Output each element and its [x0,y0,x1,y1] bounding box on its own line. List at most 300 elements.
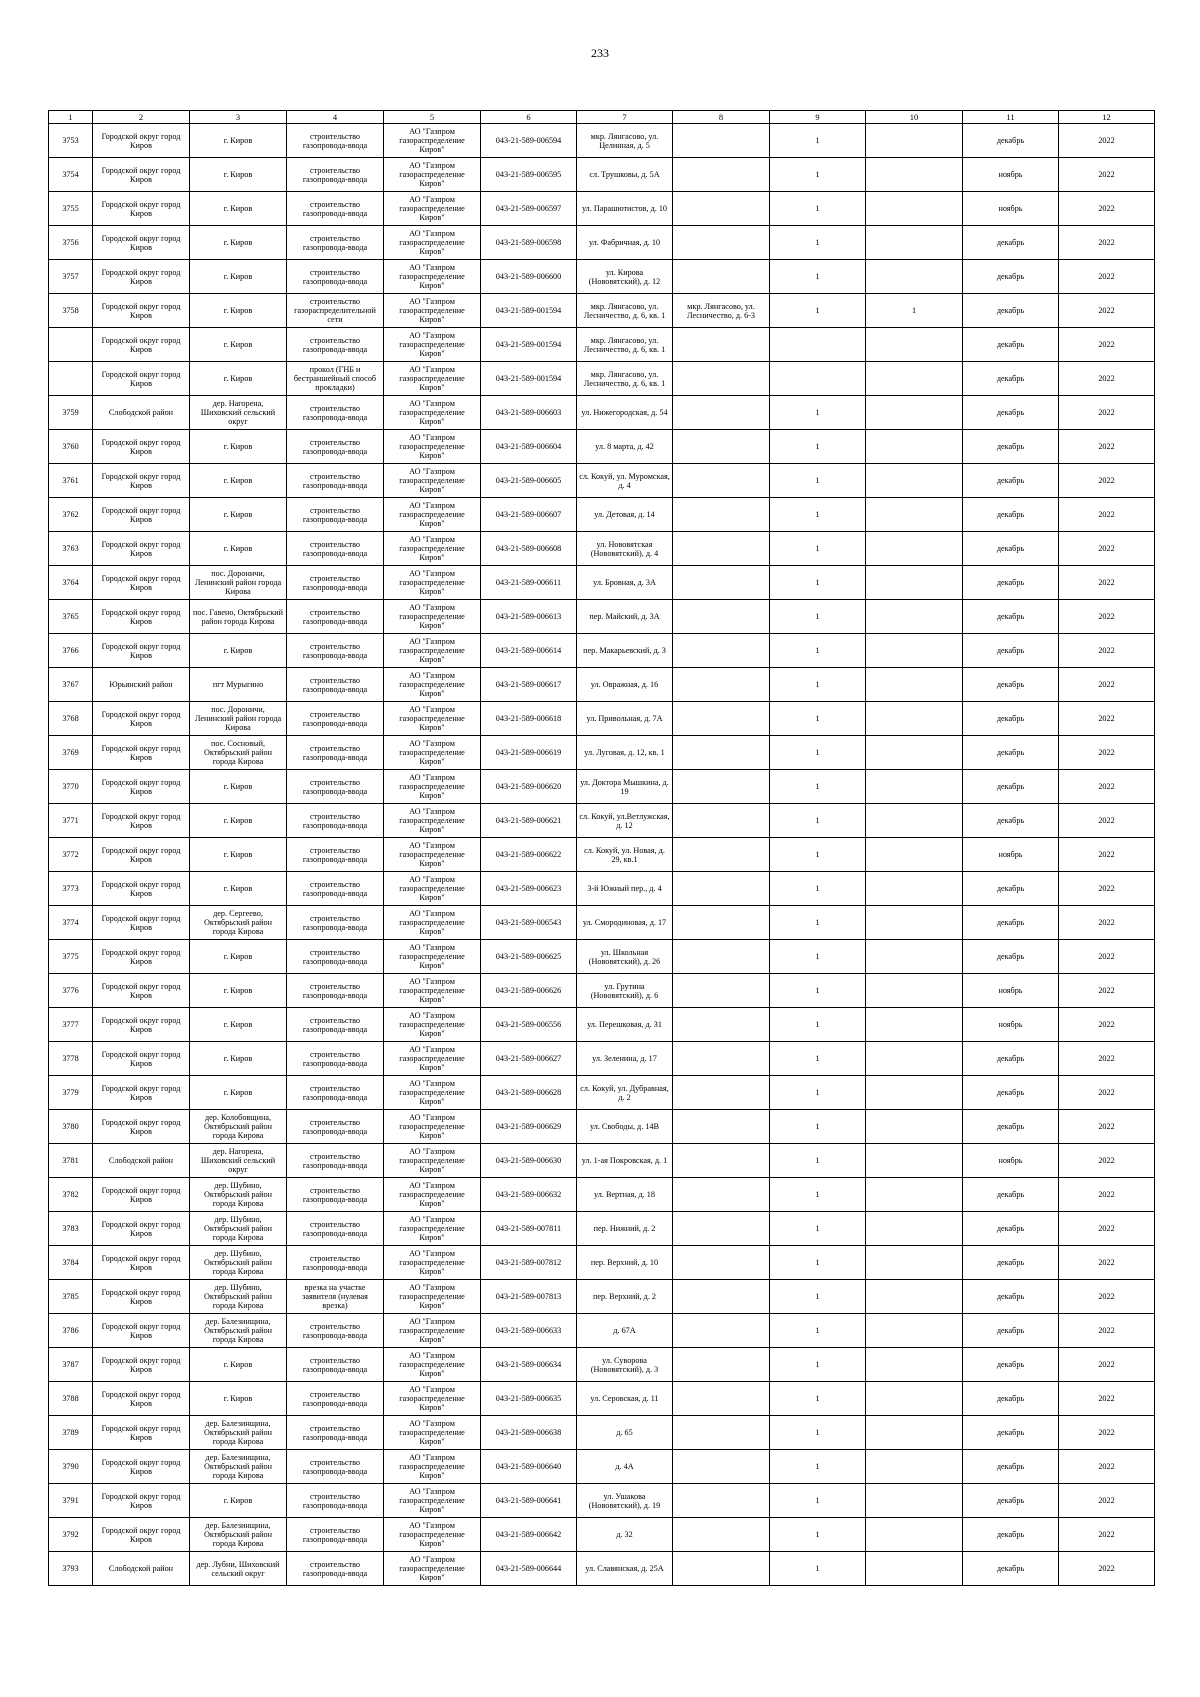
column-header: 8 [673,111,770,124]
table-cell: 3784 [49,1246,93,1280]
table-cell: мкр. Лянгасово, ул. Лесничество, д. 6-3 [673,294,770,328]
table-cell [866,634,963,668]
table-cell: ул. Вертная, д. 18 [577,1178,673,1212]
table-row [49,260,1155,294]
table-cell [770,362,866,396]
table-cell: 043-21-589-006627 [481,1042,577,1076]
table-body [49,124,1155,1586]
table-cell: дер. Балезинщина, Октябрьский район города Кирова [190,1314,287,1348]
table-cell: 2022 [1059,396,1155,430]
table-cell: 043-21-589-006642 [481,1518,577,1552]
table-cell: 043-21-589-006626 [481,974,577,1008]
table-cell [866,328,963,362]
table-cell: строительство газопровода-ввода [287,1348,384,1382]
table-cell: 043-21-589-006617 [481,668,577,702]
table-cell: сл. Кокуй, ул. Дубравная, д. 2 [577,1076,673,1110]
table-cell: Городской округ город Киров [93,1280,190,1314]
table-cell: 043-21-589-006644 [481,1552,577,1586]
table-cell [866,532,963,566]
table-cell: строительство газопровода-ввода [287,872,384,906]
table-cell: строительство газопровода-ввода [287,1042,384,1076]
table-cell: декабрь [963,124,1059,158]
table-cell [673,906,770,940]
table-cell: 043-21-589-006635 [481,1382,577,1416]
table-cell: декабрь [963,1518,1059,1552]
column-header: 9 [770,111,866,124]
table-cell [866,1450,963,1484]
table-cell: 043-21-589-006607 [481,498,577,532]
table-row [49,1450,1155,1484]
table-cell: АО "Газпром газораспределение Киров" [384,1144,481,1178]
table-cell: АО "Газпром газораспределение Киров" [384,260,481,294]
table-cell: 043-21-589-006605 [481,464,577,498]
table-cell: 2022 [1059,1144,1155,1178]
table-cell: строительство газопровода-ввода [287,634,384,668]
column-header: 5 [384,111,481,124]
table-cell [673,1518,770,1552]
table-cell: декабрь [963,1246,1059,1280]
table-cell: 1 [770,1416,866,1450]
table-cell: декабрь [963,600,1059,634]
table-cell: строительство газопровода-ввода [287,1484,384,1518]
table-cell [866,1212,963,1246]
table-cell: Городской округ город Киров [93,226,190,260]
table-cell: Городской округ город Киров [93,1178,190,1212]
table-cell [673,1076,770,1110]
table-cell: 1 [770,566,866,600]
table-cell [673,1144,770,1178]
table-cell: строительство газопровода-ввода [287,838,384,872]
table-cell [673,260,770,294]
table-cell: Городской округ город Киров [93,804,190,838]
table-cell: 2022 [1059,600,1155,634]
table-cell: 1 [770,1348,866,1382]
table-cell: мкр. Лянгасово, ул. Лесничество, д. 6, кв. 1 [577,362,673,396]
table-cell: ул. Овражная, д. 16 [577,668,673,702]
table-cell: Городской округ город Киров [93,328,190,362]
table-cell: г. Киров [190,1042,287,1076]
table-cell: 2022 [1059,702,1155,736]
table-cell: декабрь [963,464,1059,498]
table-cell: 043-21-589-006628 [481,1076,577,1110]
table-cell [866,1314,963,1348]
table-cell: 2022 [1059,940,1155,974]
table-cell [673,838,770,872]
table-cell: 043-21-589-006620 [481,770,577,804]
table-cell: 1 [770,634,866,668]
table-cell: АО "Газпром газораспределение Киров" [384,736,481,770]
table-cell: пос. Сосновый, Октябрьский район города Кирова [190,736,287,770]
table-cell: 1 [770,1246,866,1280]
table-cell: декабрь [963,1416,1059,1450]
table-cell: д. 4А [577,1450,673,1484]
table-cell: Городской округ город Киров [93,1110,190,1144]
table-cell [673,1382,770,1416]
table-cell: 043-21-589-006598 [481,226,577,260]
table-cell: ул. Суворова (Нововятский), д. 3 [577,1348,673,1382]
table-cell [866,124,963,158]
table-cell: г. Киров [190,634,287,668]
table-cell: декабрь [963,566,1059,600]
table-cell: АО "Газпром газораспределение Киров" [384,600,481,634]
table-cell: строительство газопровода-ввода [287,464,384,498]
table-cell: Городской округ город Киров [93,1076,190,1110]
table-cell: строительство газопровода-ввода [287,974,384,1008]
table-cell: 043-21-589-006600 [481,260,577,294]
table-cell: Городской округ город Киров [93,1416,190,1450]
table-cell: АО "Газпром газораспределение Киров" [384,566,481,600]
table-row [49,158,1155,192]
table-cell: г. Киров [190,1076,287,1110]
table-cell: дер. Балезинщина, Октябрьский район города Кирова [190,1518,287,1552]
table-cell: Городской округ город Киров [93,1348,190,1382]
table-row [49,1552,1155,1586]
table-cell: строительство газопровода-ввода [287,1178,384,1212]
table-cell: пгт Мурыгино [190,668,287,702]
table-row [49,1212,1155,1246]
table-cell: 1 [770,1178,866,1212]
table-row [49,294,1155,328]
table-cell: 043-21-589-006608 [481,532,577,566]
table-cell: Городской округ город Киров [93,906,190,940]
table-cell [673,1450,770,1484]
table-cell: 2022 [1059,668,1155,702]
table-cell [673,668,770,702]
table-cell: 1 [770,464,866,498]
table-cell: 1 [770,838,866,872]
table-cell: 3789 [49,1416,93,1450]
table-cell: 2022 [1059,906,1155,940]
table-cell: АО "Газпром газораспределение Киров" [384,328,481,362]
table-cell: 1 [770,1382,866,1416]
table-cell: ул. Славянская, д. 25А [577,1552,673,1586]
table-cell: Городской округ город Киров [93,634,190,668]
table-cell: декабрь [963,906,1059,940]
table-cell: декабрь [963,702,1059,736]
table-cell: 2022 [1059,1042,1155,1076]
table-cell: строительство газопровода-ввода [287,1450,384,1484]
table-cell: г. Киров [190,974,287,1008]
table-cell: декабрь [963,1484,1059,1518]
table-cell: АО "Газпром газораспределение Киров" [384,396,481,430]
table-cell: 1 [770,498,866,532]
table-cell: ул. Свободы, д. 14В [577,1110,673,1144]
table-cell: строительство газопровода-ввода [287,498,384,532]
table-cell: г. Киров [190,294,287,328]
table-cell: 1 [770,974,866,1008]
table-cell: 043-21-589-006623 [481,872,577,906]
table-cell: г. Киров [190,940,287,974]
column-header: 7 [577,111,673,124]
table-cell: строительство газопровода-ввода [287,1076,384,1110]
table-cell: АО "Газпром газораспределение Киров" [384,1246,481,1280]
table-cell: 3774 [49,906,93,940]
table-cell: декабрь [963,396,1059,430]
table-cell: Городской округ город Киров [93,124,190,158]
table-cell [866,158,963,192]
table-row [49,1314,1155,1348]
table-cell: АО "Газпром газораспределение Киров" [384,124,481,158]
table-cell: д. 65 [577,1416,673,1450]
table-cell [673,226,770,260]
table-row [49,1518,1155,1552]
table-row [49,532,1155,566]
table-cell: АО "Газпром газораспределение Киров" [384,532,481,566]
table-cell: 043-21-589-006622 [481,838,577,872]
table-cell: г. Киров [190,464,287,498]
table-cell [866,702,963,736]
table-cell: г. Киров [190,804,287,838]
table-cell: 2022 [1059,1110,1155,1144]
table-cell: Городской округ город Киров [93,770,190,804]
table-cell [866,1382,963,1416]
table-cell: 1 [770,702,866,736]
table-cell: строительство газопровода-ввода [287,158,384,192]
table-cell: д. 32 [577,1518,673,1552]
table-cell: дер. Нагорена, Шиховский сельский округ [190,396,287,430]
table-cell: Городской округ город Киров [93,1008,190,1042]
table-cell: 1 [770,1144,866,1178]
table-cell: 1 [770,770,866,804]
table-cell: АО "Газпром газораспределение Киров" [384,464,481,498]
table-row [49,1110,1155,1144]
table-cell: АО "Газпром газораспределение Киров" [384,940,481,974]
table-cell: 2022 [1059,1280,1155,1314]
table-cell: ул. Бровная, д. 3А [577,566,673,600]
table-cell: 043-21-589-006595 [481,158,577,192]
table-cell: 3793 [49,1552,93,1586]
table-cell: строительство газопровода-ввода [287,804,384,838]
table-cell [673,158,770,192]
table-cell: АО "Газпром газораспределение Киров" [384,872,481,906]
table-cell: АО "Газпром газораспределение Киров" [384,1178,481,1212]
table-row [49,566,1155,600]
table-cell: АО "Газпром газораспределение Киров" [384,804,481,838]
table-cell: 1 [770,600,866,634]
table-cell: 3761 [49,464,93,498]
table-cell [866,1076,963,1110]
table-cell: строительство газопровода-ввода [287,906,384,940]
column-header: 12 [1059,111,1155,124]
table-cell: декабрь [963,226,1059,260]
table-cell: 2022 [1059,974,1155,1008]
table-cell: АО "Газпром газораспределение Киров" [384,1110,481,1144]
table-cell: 1 [770,736,866,770]
table-cell: пос. Дороничи, Ленинский район города Кирова [190,702,287,736]
table-cell: декабрь [963,1382,1059,1416]
table-cell: строительство газопровода-ввода [287,226,384,260]
table-cell: декабрь [963,804,1059,838]
table-row [49,838,1155,872]
table-cell: ноябрь [963,974,1059,1008]
table-cell: дер. Шубино, Октябрьский район города Кирова [190,1212,287,1246]
table-cell: пер. Верхний, д. 10 [577,1246,673,1280]
table-cell: 043-21-589-007811 [481,1212,577,1246]
table-cell [673,362,770,396]
table-cell: сл. Кокуй, ул.Ветлужская, д. 12 [577,804,673,838]
table-cell: ул. Ушакова (Нововятский), д. 19 [577,1484,673,1518]
table-cell: АО "Газпром газораспределение Киров" [384,1042,481,1076]
table-cell: строительство газопровода-ввода [287,736,384,770]
table-row [49,1280,1155,1314]
table-cell: 1 [770,532,866,566]
table-cell: г. Киров [190,430,287,464]
table-cell: г. Киров [190,192,287,226]
table-cell: 3763 [49,532,93,566]
table-cell: 3779 [49,1076,93,1110]
table-cell: АО "Газпром газораспределение Киров" [384,226,481,260]
table-cell: ул. Доктора Мышкина, д. 19 [577,770,673,804]
table-cell: АО "Газпром газораспределение Киров" [384,838,481,872]
table-cell: 3755 [49,192,93,226]
table-cell: г. Киров [190,1484,287,1518]
table-cell: АО "Газпром газораспределение Киров" [384,1008,481,1042]
table-cell [673,396,770,430]
table-cell: дер. Шубино, Октябрьский район города Кирова [190,1246,287,1280]
table-cell [866,600,963,634]
table-cell: ул. Привольная, д. 7А [577,702,673,736]
table-cell [866,430,963,464]
table-cell: 2022 [1059,1008,1155,1042]
table-cell: строительство газопровода-ввода [287,1552,384,1586]
table-cell: 043-21-589-006638 [481,1416,577,1450]
table-cell: АО "Газпром газораспределение Киров" [384,362,481,396]
table-cell [866,192,963,226]
table-cell: строительство газопровода-ввода [287,1144,384,1178]
table-cell: 043-21-589-007813 [481,1280,577,1314]
table-row [49,226,1155,260]
table-cell: пер. Верхний, д. 2 [577,1280,673,1314]
table-cell: 3766 [49,634,93,668]
table-cell: строительство газораспределительной сети [287,294,384,328]
table-cell: 043-21-589-006619 [481,736,577,770]
table-cell [866,906,963,940]
table-cell: строительство газопровода-ввода [287,124,384,158]
table-cell [866,1246,963,1280]
table-row [49,396,1155,430]
table-cell [866,1042,963,1076]
registry-table [48,110,1155,1586]
table-cell [673,600,770,634]
table-cell: Городской округ город Киров [93,1042,190,1076]
table-cell: дер. Колобовщина, Октябрьский район города Кирова [190,1110,287,1144]
table-cell: 3790 [49,1450,93,1484]
table-cell: 2022 [1059,362,1155,396]
table-cell [673,192,770,226]
table-cell: 3765 [49,600,93,634]
table-cell: 3756 [49,226,93,260]
table-cell [673,1042,770,1076]
table-cell: 3758 [49,294,93,328]
table-cell [866,974,963,1008]
table-cell: 043-21-589-006597 [481,192,577,226]
table-cell: Городской округ город Киров [93,260,190,294]
table-cell: 2022 [1059,838,1155,872]
table-cell: 2022 [1059,736,1155,770]
table-cell: г. Киров [190,838,287,872]
table-row [49,1484,1155,1518]
table-row [49,192,1155,226]
table-cell: Городской округ город Киров [93,974,190,1008]
table-cell: 3769 [49,736,93,770]
table-cell: декабрь [963,1110,1059,1144]
table-cell: 3787 [49,1348,93,1382]
table-cell: 1 [770,430,866,464]
column-header: 3 [190,111,287,124]
table-cell: 043-21-589-006633 [481,1314,577,1348]
table-row [49,1416,1155,1450]
table-cell [673,940,770,974]
column-header: 4 [287,111,384,124]
table-cell: 3773 [49,872,93,906]
table-cell: г. Киров [190,362,287,396]
table-cell: 3783 [49,1212,93,1246]
table-cell: 3760 [49,430,93,464]
table-cell [866,260,963,294]
table-row [49,736,1155,770]
table-cell: 043-21-589-006603 [481,396,577,430]
table-cell: г. Киров [190,532,287,566]
column-header: 10 [866,111,963,124]
table-cell: 1 [770,906,866,940]
table-cell [866,838,963,872]
table-cell: мкр. Лянгасово, ул. Целинная, д. 5 [577,124,673,158]
table-cell: АО "Газпром газораспределение Киров" [384,430,481,464]
table-cell: АО "Газпром газораспределение Киров" [384,1076,481,1110]
table-cell: г. Киров [190,260,287,294]
table-cell: 1 [770,1314,866,1348]
table-cell: 3775 [49,940,93,974]
table-cell: 1 [770,1280,866,1314]
table-cell [673,124,770,158]
table-cell: 3771 [49,804,93,838]
table-cell: 3786 [49,1314,93,1348]
table-cell [866,1552,963,1586]
table-cell: 043-21-589-006613 [481,600,577,634]
table-cell: 043-21-589-001594 [481,362,577,396]
table-cell: ноябрь [963,192,1059,226]
table-cell: г. Киров [190,1008,287,1042]
table-cell: декабрь [963,1280,1059,1314]
table-cell: Городской округ город Киров [93,1382,190,1416]
table-cell: ул. Нововятская (Нововятский), д. 4 [577,532,673,566]
table-row [49,1382,1155,1416]
table-row [49,1348,1155,1382]
table-cell: 1 [866,294,963,328]
table-cell: 2022 [1059,804,1155,838]
table-cell: Городской округ город Киров [93,430,190,464]
table-cell [673,974,770,1008]
table-cell: 3792 [49,1518,93,1552]
table-cell: строительство газопровода-ввода [287,940,384,974]
table-cell: строительство газопровода-ввода [287,1382,384,1416]
table-cell [673,1348,770,1382]
table-cell: строительство газопровода-ввода [287,1110,384,1144]
table-cell: 043-21-589-006611 [481,566,577,600]
table-cell: 1 [770,124,866,158]
table-cell: АО "Газпром газораспределение Киров" [384,1348,481,1382]
table-cell: декабрь [963,532,1059,566]
table-cell: пер. Макарьевский, д. 3 [577,634,673,668]
table-cell: 2022 [1059,1416,1155,1450]
table-cell: декабрь [963,1314,1059,1348]
table-cell: Слободской район [93,1144,190,1178]
table-cell: 2022 [1059,532,1155,566]
table-cell [866,770,963,804]
table-row [49,362,1155,396]
table-cell [866,1518,963,1552]
table-cell: 3782 [49,1178,93,1212]
